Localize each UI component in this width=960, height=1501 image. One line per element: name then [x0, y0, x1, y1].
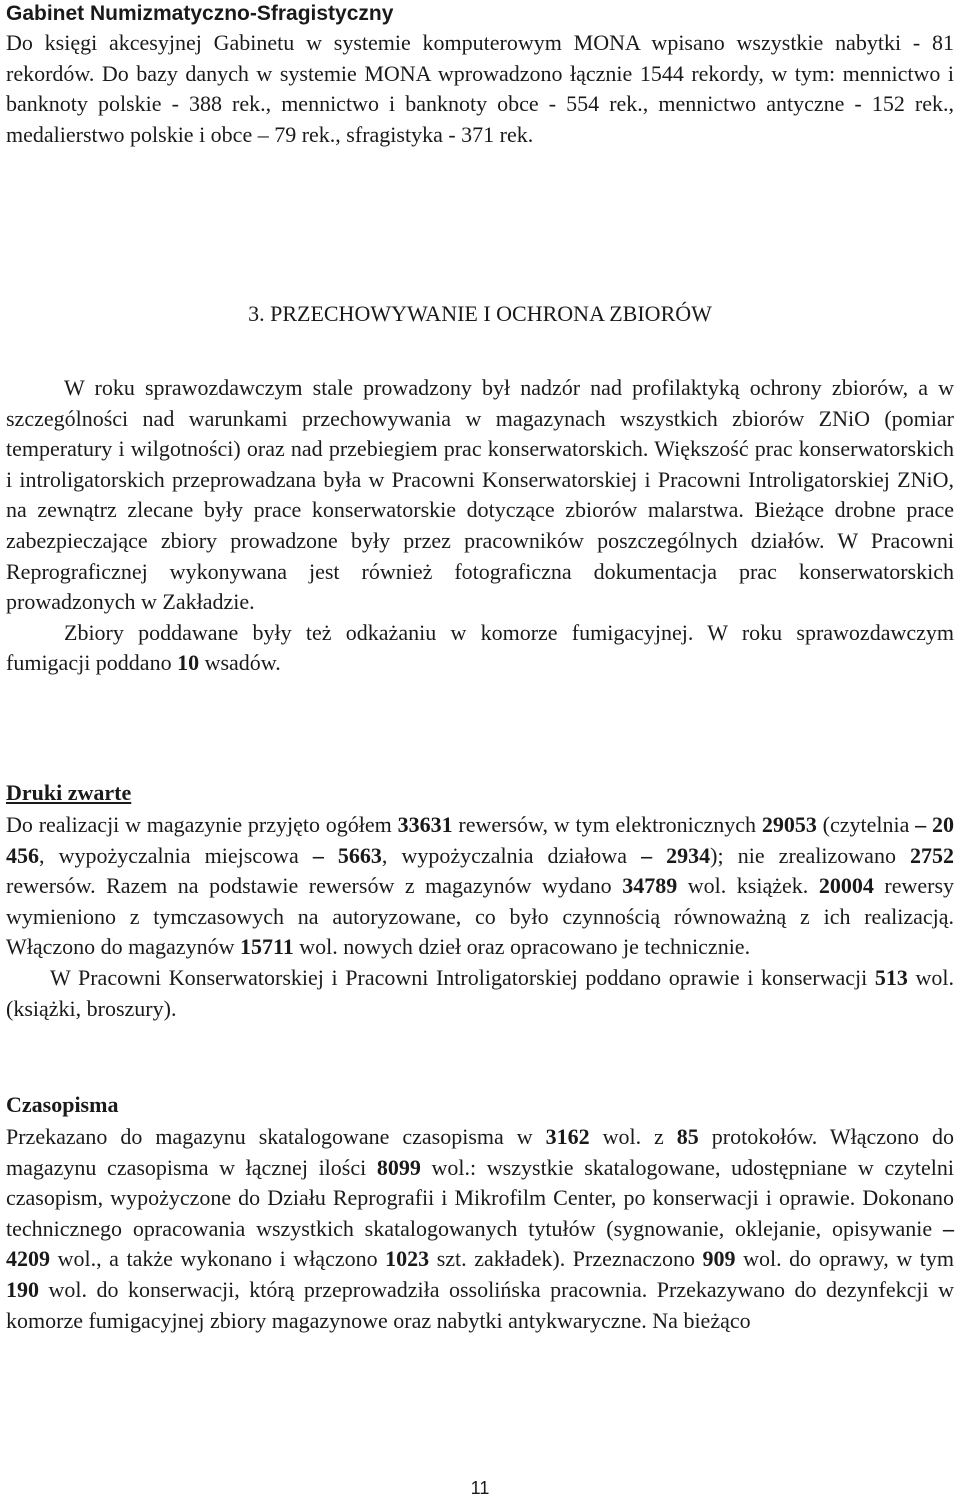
section-3-body	[6, 373, 954, 679]
value-total-requests: 33631	[397, 812, 453, 837]
value-protocols: 85	[676, 1124, 699, 1149]
value-volumes-issued: 34789	[622, 873, 678, 899]
text-run: wol.: wszystkie skatalogowane, udostępniane w czytelni czasopism, wypożyczone do Działu Reprografii i Mikrofilm Center, po konserwacji i oprawie. Dokonano technicznego opracowania wszystkich skatalogowanych tytułów (sygnowanie, oklejanie, opisywanie	[6, 1154, 954, 1241]
value-binding-volumes: 909	[702, 1246, 736, 1272]
value-described-volumes: – 4209	[6, 1215, 954, 1272]
druki-paragraph-1	[6, 810, 954, 963]
value-reading-room: – 20 456	[6, 812, 954, 868]
text-run: , wypożyczalnia miejscowa	[39, 842, 313, 868]
text-run: rewersów. Razem na podstawie rewersów z magazynów wydano	[6, 873, 623, 899]
text-run: wol., a także wykonano i włączono	[50, 1246, 386, 1272]
numismatic-paragraph: Do księgi akcesyjnej Gabinetu w systemie komputerowym MONA wpisano wszystkie nabytki - 81 rekordów. Do bazy danych w systemie MONA wprowadzono łącznie 1544 rekordy, w tym: mennictwo i banknoty polskie - 388 rek., mennictwo i banknoty obce - 554 rek., mennictwo antyczne - 152 rek., medalierstwo polskie i obce – 79 rek., sfragistyka - 371 rek.	[6, 30, 954, 147]
value-bookmarks: 1023	[385, 1246, 430, 1272]
value-fumigation-batches: 10	[177, 650, 200, 676]
value-periodical-volumes: 3162	[545, 1124, 590, 1149]
numismatic-cabinet-heading: Gabinet Numizmatyczno-Sfragistyczny	[6, 2, 394, 25]
text-run: (czytelnia	[816, 812, 916, 837]
page-number: 11	[470, 1478, 490, 1498]
czasopisma-paragraph	[6, 1122, 954, 1336]
text-run: wol. do konserwacji, którą przeprowadziła ossolińska pracownia. Przekazywano do dezynfekcji w komorze fumigacyjnej zbiory magazynowe oraz nabytki antykwaryczne. Na bieżąco	[6, 1276, 954, 1333]
value-exchanged-requests: 20004	[818, 873, 874, 899]
czasopisma-heading: Czasopisma	[6, 1092, 119, 1117]
text-run: szt. zakładek). Przeznaczono	[429, 1246, 703, 1272]
value-department-lending: – 2934	[641, 842, 711, 868]
druki-zwarte-heading: Druki zwarte	[6, 780, 132, 805]
section-3-heading: 3. PRZECHOWYWANIE I OCHRONA ZBIORÓW	[248, 301, 712, 326]
text-run: wol. do oprawy, w tym	[735, 1246, 954, 1272]
section-3-paragraph-2	[6, 618, 954, 679]
text-run: wol. z	[589, 1124, 677, 1149]
text-run: ); nie zrealizowano	[710, 842, 911, 868]
text-run: Do realizacji w magazynie przyjęto ogółem	[6, 812, 398, 837]
text-run: wol. (książki, broszury).	[6, 964, 954, 1021]
value-unfulfilled: 2752	[910, 842, 955, 868]
text-run: Zbiory poddawane były też odkażaniu w komorze fumigacyjnej. W roku sprawozdawczym fumigacji poddano	[6, 619, 954, 676]
value-conserved-volumes: 513	[874, 964, 908, 990]
numismatic-paragraph-block	[6, 28, 954, 150]
czasopisma-body	[6, 1122, 954, 1336]
text-run: wol. nowych dzieł oraz opracowano je technicznie.	[293, 934, 751, 960]
text-run: Przekazano do magazynu skatalogowane czasopisma w	[6, 1124, 546, 1149]
value-conservation-volumes: 190	[6, 1276, 39, 1302]
value-local-lending: – 5663	[312, 842, 382, 868]
text-run: protokołów. Włączono do magazynu czasopisma w łącznej ilości	[6, 1124, 954, 1180]
text-run: W Pracowni Konserwatorskiej i Pracowni Introligatorskiej poddano oprawie i konserwacji	[50, 964, 875, 990]
druki-zwarte-body	[6, 810, 954, 1024]
text-run: rewersów, w tym elektronicznych	[452, 812, 762, 837]
text-run: wsadów.	[199, 650, 281, 676]
text-run: rewersy wymieniono z tymczasowych na autoryzowane, co było czynnością równoważną z ich realizacją. Włączono do magazynów	[6, 873, 955, 960]
value-electronic-requests: 29053	[761, 812, 817, 837]
value-new-volumes: 15711	[239, 934, 294, 960]
value-included-volumes: 8099	[376, 1154, 421, 1180]
section-3-paragraph-1: W roku sprawozdawczym stale prowadzony był nadzór nad profilaktyką ochrony zbiorów, a w szczególności nad warunkami przechowywania w magazynach wszystkich zbiorów ZNiO (pomiar temperatury i wilgotności) oraz nad przebiegiem prac konserwatorskich. Większość prac konserwatorskich i introligatorskich przeprowadzana była w Pracowni Konserwatorskiej i Pracowni Introligatorskiej ZNiO, na zewnątrz zlecane były prace konserwatorskie dotyczące zbiorów malarstwa. Bieżące drobne prace zabezpieczające zbiory prowadzone były przez pracowników poszczególnych działów. W Pracowni Reprograficznej wykonywana jest również fotograficzna dokumentacja prac konserwatorskich prowadzonych w Zakładzie.	[6, 375, 954, 615]
text-run: wol. książek.	[677, 873, 819, 899]
druki-paragraph-2	[6, 963, 954, 1024]
text-run: , wypożyczalnia działowa	[381, 842, 642, 868]
